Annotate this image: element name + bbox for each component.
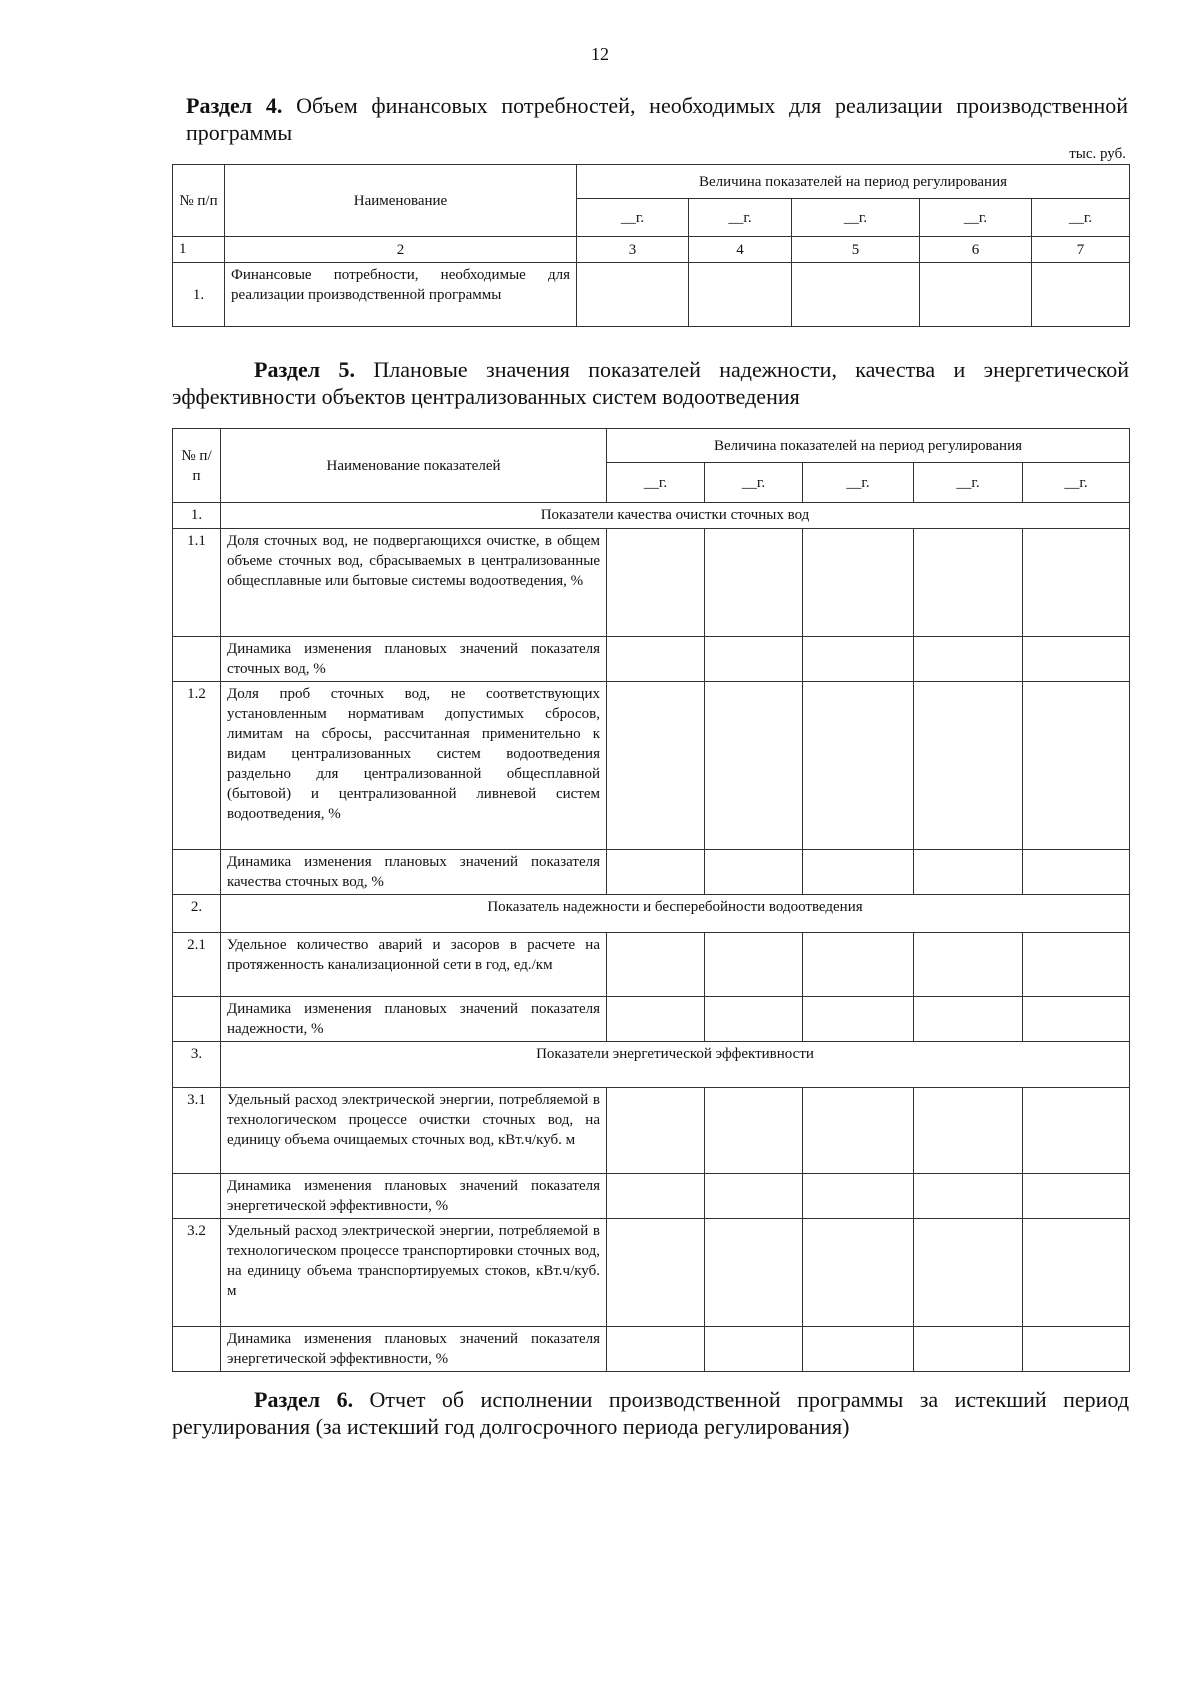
value-cell[interactable] (914, 1219, 1023, 1327)
year-cell: __г. (803, 463, 914, 503)
section5-table (172, 428, 1130, 1372)
value-cell[interactable] (914, 682, 1023, 850)
value-cell[interactable] (1023, 997, 1130, 1042)
value-cell[interactable] (803, 1174, 914, 1219)
value-cell[interactable] (1032, 263, 1130, 327)
value-cell[interactable] (705, 1219, 803, 1327)
value-cell[interactable] (607, 1219, 705, 1327)
table-row (173, 1219, 1130, 1327)
year-cell: __г. (607, 463, 705, 503)
value-cell[interactable] (803, 1327, 914, 1372)
col-name-header: Наименование (225, 165, 577, 237)
value-cell[interactable] (914, 637, 1023, 682)
row-number: 1. (173, 263, 225, 327)
value-cell[interactable] (1023, 850, 1130, 895)
value-cell[interactable] (705, 682, 803, 850)
value-cell[interactable] (607, 997, 705, 1042)
year-cell: __г. (920, 199, 1032, 237)
value-cell[interactable] (803, 529, 914, 637)
group-row (173, 1042, 1130, 1088)
value-cell[interactable] (914, 1327, 1023, 1372)
value-cell[interactable] (803, 933, 914, 997)
value-cell[interactable] (607, 850, 705, 895)
value-cell[interactable] (607, 1174, 705, 1219)
table-row (173, 850, 1130, 895)
col-number: 1 (173, 237, 225, 263)
group-title: Показатели энергетической эффективности (221, 1042, 1130, 1088)
table-row (173, 1088, 1130, 1174)
value-cell[interactable] (1023, 529, 1130, 637)
row-name: Удельный расход электрической энергии, потребляемой в технологическом процессе транспортировки сточных вод, на единицу объема транспортируемых стоков, кВт.ч/куб. м (221, 1219, 607, 1327)
col-number: 6 (920, 237, 1032, 263)
section4-heading (186, 92, 1128, 146)
value-cell[interactable] (1023, 1174, 1130, 1219)
value-cell[interactable] (803, 1219, 914, 1327)
group-number: 3. (173, 1042, 221, 1088)
year-cell: __г. (914, 463, 1023, 503)
group-number: 2. (173, 895, 221, 933)
section5-heading (172, 356, 1129, 410)
section5-label: Раздел 5. (254, 357, 355, 382)
value-cell[interactable] (705, 997, 803, 1042)
group-row (173, 895, 1130, 933)
table-row (173, 1174, 1130, 1219)
row-number (173, 850, 221, 895)
col-name-header: Наименование показателей (221, 429, 607, 503)
row-number: 1.2 (173, 682, 221, 850)
value-cell[interactable] (689, 263, 792, 327)
value-cell[interactable] (607, 1327, 705, 1372)
table-row (173, 933, 1130, 997)
row-name: Динамика изменения плановых значений показателя энергетической эффективности, % (221, 1327, 607, 1372)
value-cell[interactable] (1023, 1327, 1130, 1372)
value-cell[interactable] (607, 933, 705, 997)
value-cell[interactable] (607, 529, 705, 637)
value-cell[interactable] (914, 850, 1023, 895)
col-number: 2 (225, 237, 577, 263)
value-cell[interactable] (705, 1327, 803, 1372)
year-cell: __г. (792, 199, 920, 237)
year-cell: __г. (705, 463, 803, 503)
col-no-header: № п/п (173, 429, 221, 503)
table-row (173, 529, 1130, 637)
section5-title: Плановые значения показателей надежности, качества и энергетической эффективности объектов централизованных систем водоотведения (172, 357, 1129, 409)
value-cell[interactable] (803, 1088, 914, 1174)
row-number (173, 1174, 221, 1219)
row-name: Динамика изменения плановых значений показателя энергетической эффективности, % (221, 1174, 607, 1219)
col-number: 5 (792, 237, 920, 263)
row-name: Динамика изменения плановых значений показателя качества сточных вод, % (221, 850, 607, 895)
value-cell[interactable] (705, 1088, 803, 1174)
page-number: 12 (591, 44, 609, 64)
value-cell[interactable] (803, 997, 914, 1042)
row-name: Динамика изменения плановых значений показателя надежности, % (221, 997, 607, 1042)
row-name: Удельный расход электрической энергии, потребляемой в технологическом процессе очистки сточных вод, на единицу объема очищаемых сточных вод, кВт.ч/куб. м (221, 1088, 607, 1174)
year-cell: __г. (577, 199, 689, 237)
value-cell[interactable] (803, 682, 914, 850)
value-cell[interactable] (607, 637, 705, 682)
value-cell[interactable] (705, 529, 803, 637)
value-cell[interactable] (705, 637, 803, 682)
section6-heading (172, 1386, 1129, 1440)
value-cell[interactable] (607, 682, 705, 850)
units-label: тыс. руб. (1069, 146, 1126, 162)
value-cell[interactable] (803, 637, 914, 682)
row-number: 3.1 (173, 1088, 221, 1174)
value-cell[interactable] (1023, 933, 1130, 997)
row-name: Удельное количество аварий и засоров в расчете на протяженность канализационной сети в год, ед./км (221, 933, 607, 997)
group-number: 1. (173, 503, 221, 529)
table-row (173, 263, 1130, 327)
table-row (173, 682, 1130, 850)
year-cell: __г. (1023, 463, 1130, 503)
value-cell[interactable] (705, 933, 803, 997)
value-cell[interactable] (705, 850, 803, 895)
row-number: 1.1 (173, 529, 221, 637)
group-row (173, 503, 1130, 529)
section6-label: Раздел 6. (254, 1387, 354, 1412)
section4-title: Объем финансовых потребностей, необходимых для реализации производственной программы (186, 93, 1129, 145)
value-cell[interactable] (607, 1088, 705, 1174)
section4-table (172, 164, 1130, 327)
table-row (173, 1327, 1130, 1372)
value-cell[interactable] (803, 850, 914, 895)
col-period-header: Величина показателей на период регулирования (607, 429, 1130, 463)
col-number: 3 (577, 237, 689, 263)
row-name: Финансовые потребности, необходимые для реализации производственной программы (225, 263, 577, 327)
value-cell[interactable] (914, 997, 1023, 1042)
value-cell[interactable] (1023, 637, 1130, 682)
col-period-header: Величина показателей на период регулирования (577, 165, 1130, 199)
value-cell[interactable] (914, 933, 1023, 997)
table-row (173, 637, 1130, 682)
year-cell: __г. (689, 199, 792, 237)
value-cell[interactable] (914, 1088, 1023, 1174)
section6-title: Отчет об исполнении производственной программы за истекший период регулирования (за истекший год долгосрочного периода регулирования) (172, 1387, 1130, 1439)
col-number: 4 (689, 237, 792, 263)
value-cell[interactable] (1023, 682, 1130, 850)
group-title: Показатели качества очистки сточных вод (221, 503, 1130, 529)
row-number: 2.1 (173, 933, 221, 997)
group-title: Показатель надежности и бесперебойности водоотведения (221, 895, 1130, 933)
year-cell: __г. (1032, 199, 1130, 237)
value-cell[interactable] (920, 263, 1032, 327)
row-number: 3.2 (173, 1219, 221, 1327)
value-cell[interactable] (914, 529, 1023, 637)
value-cell[interactable] (577, 263, 689, 327)
col-number: 7 (1032, 237, 1130, 263)
row-number (173, 997, 221, 1042)
table-row (173, 997, 1130, 1042)
row-name: Доля проб сточных вод, не соответствующих установленным нормативам допустимых сбросов, лимитам на сбросы, рассчитанная применительно к видам централизованных систем водоотведения раздельно для централизованной общесплавной (бытовой) и централизованной ливневой систем водоотведения, % (221, 682, 607, 850)
col-no-header: № п/п (173, 165, 225, 237)
value-cell[interactable] (705, 1174, 803, 1219)
row-name: Доля сточных вод, не подвергающихся очистке, в общем объеме сточных вод, сбрасываемых в централизованные общесплавные или бытовые системы водоотведения, % (221, 529, 607, 637)
value-cell[interactable] (792, 263, 920, 327)
row-name: Динамика изменения плановых значений показателя сточных вод, % (221, 637, 607, 682)
value-cell[interactable] (1023, 1219, 1130, 1327)
row-number (173, 1327, 221, 1372)
value-cell[interactable] (1023, 1088, 1130, 1174)
section4-label: Раздел 4. (186, 93, 283, 118)
value-cell[interactable] (914, 1174, 1023, 1219)
row-number (173, 637, 221, 682)
